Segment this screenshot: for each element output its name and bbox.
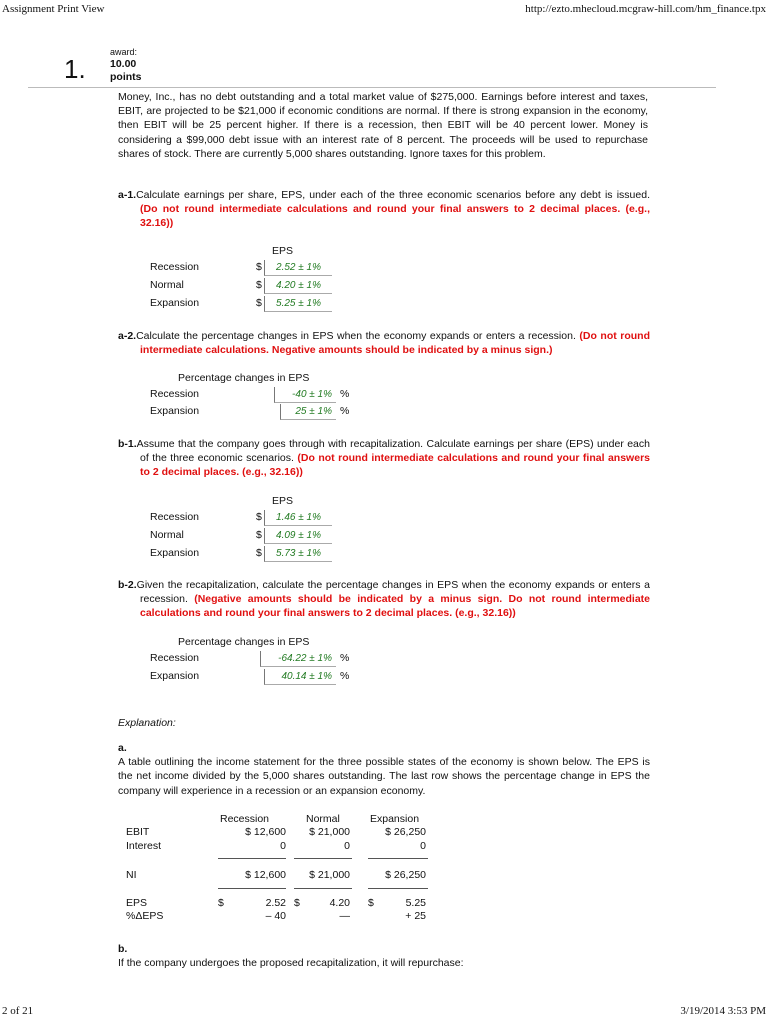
b1-currency: $: [256, 529, 262, 541]
cell-eps-currency: $: [368, 897, 374, 909]
a2-row-label: Recession: [150, 388, 200, 400]
a2-answer-field[interactable]: 25 ± 1%: [280, 404, 336, 420]
b1-row-label: Normal: [150, 529, 184, 541]
rule-total-expansion: [368, 888, 428, 889]
a1-answer-table: [150, 244, 400, 314]
b1-col-header: EPS: [272, 495, 294, 507]
explanation-a-label: a.: [118, 742, 127, 754]
cell-ni-recession: $ 12,600: [245, 869, 286, 881]
part-a1-note: (Do not round intermediate calculations and round your final answers to 2 decimal places. (e.g., 32.16)): [140, 203, 650, 230]
cell-interest-normal: 0: [344, 840, 350, 852]
cell-pct-expansion: + 25: [405, 910, 426, 922]
row-label-eps: EPS: [126, 897, 148, 909]
part-b1-prompt: [118, 437, 650, 480]
print-header-url: http://ezto.mhecloud.mcgraw-hill.com/hm_finance.tpx: [525, 3, 766, 15]
cell-pct-normal: —: [339, 910, 350, 922]
explanation-a-text: A table outlining the income statement for the three possible states of the economy is shown below. The EPS is the net income divided by the 5,000 shares outstanding. The last row shows the percentage change in EPS the company will experience in a recession or an expansion economy.: [118, 756, 650, 797]
b1-row-recession: [150, 510, 400, 527]
b2-answer-field[interactable]: 40.14 ± 1%: [264, 669, 336, 685]
a2-answer-field[interactable]: -40 ± 1%: [274, 387, 336, 403]
b1-currency: $: [256, 511, 262, 523]
b1-row-label: Recession: [150, 511, 200, 523]
b1-currency: $: [256, 547, 262, 559]
award-block: [110, 46, 142, 83]
a2-unit: %: [340, 405, 350, 417]
cell-eps-currency: $: [218, 897, 224, 909]
a2-col-header: Percentage changes in EPS: [178, 372, 310, 384]
a1-row-label: Normal: [150, 279, 184, 291]
cell-ebit-normal: $ 21,000: [309, 826, 350, 838]
b2-row-label: Expansion: [150, 670, 200, 682]
part-a2-note: (Do not round intermediate calculations. Negative amounts should be indicated by a minus sign.): [140, 330, 650, 357]
a2-answer-table: [150, 371, 400, 423]
award-value: 10.00: [110, 58, 137, 71]
cell-pct-recession: – 40: [265, 910, 286, 922]
col-header-normal: Normal: [306, 813, 340, 825]
row-label-ni: NI: [126, 869, 137, 881]
a1-answer-field[interactable]: 4.20 ± 1%: [264, 278, 332, 294]
header-divider: [28, 87, 716, 88]
print-timestamp: 3/19/2014 3:53 PM: [680, 1005, 766, 1017]
print-header: [0, 2, 768, 18]
a2-row-recession: [150, 387, 400, 404]
a2-unit: %: [340, 388, 350, 400]
b1-answer-field[interactable]: 4.09 ± 1%: [264, 528, 332, 544]
award-unit: points: [110, 70, 142, 83]
a1-col-header: EPS: [272, 245, 294, 257]
a1-row-label: Recession: [150, 261, 200, 273]
b1-answer-field[interactable]: 5.73 ± 1%: [264, 546, 332, 562]
income-statement-table: [118, 812, 438, 932]
a1-row-normal: [150, 278, 400, 295]
a1-currency: $: [256, 297, 262, 309]
b1-row-expansion: [150, 546, 400, 563]
part-a2-prompt: [118, 329, 650, 357]
b2-unit: %: [340, 670, 350, 682]
cell-ebit-recession: $ 12,600: [245, 826, 286, 838]
question-number: 1.: [64, 54, 86, 84]
b2-unit: %: [340, 652, 350, 664]
b1-answer-table: [150, 494, 400, 564]
part-b2-number: b-2.: [118, 579, 137, 591]
cell-ni-expansion: $ 26,250: [385, 869, 426, 881]
part-a1-prompt: [118, 188, 650, 231]
a1-row-label: Expansion: [150, 297, 200, 309]
b1-row-label: Expansion: [150, 547, 200, 559]
print-footer: [0, 1004, 768, 1020]
cell-eps-normal: 4.20: [329, 897, 350, 909]
part-b1-note: (Do not round intermediate calculations and round your final answers to 2 decimal places. (e.g., 32.16)): [140, 452, 650, 479]
cell-eps-currency: $: [294, 897, 300, 909]
cell-eps-recession: 2.52: [265, 897, 286, 909]
a1-currency: $: [256, 261, 262, 273]
b1-answer-field[interactable]: 1.46 ± 1%: [264, 510, 332, 526]
part-a2-number: a-2.: [118, 330, 137, 342]
a1-answer-field[interactable]: 5.25 ± 1%: [264, 296, 332, 312]
col-header-expansion: Expansion: [370, 813, 420, 825]
cell-eps-expansion: 5.25: [405, 897, 426, 909]
page-counter: 2 of 21: [2, 1005, 34, 1017]
b2-answer-field[interactable]: -64.22 ± 1%: [260, 651, 336, 667]
rule-total-normal: [294, 888, 352, 889]
a1-row-expansion: [150, 296, 400, 313]
cell-ni-normal: $ 21,000: [309, 869, 350, 881]
b2-row-recession: [150, 651, 400, 668]
explanation-b: [118, 942, 650, 970]
part-b2-text: Given the recapitalization, calculate the percentage changes in EPS when the economy expands or enters a recession.: [136, 579, 650, 606]
part-a2-text: Calculate the percentage changes in EPS when the economy expands or enters a recession.: [136, 330, 576, 342]
a2-row-expansion: [150, 404, 400, 421]
rule-total-recession: [218, 888, 286, 889]
col-header-recession: Recession: [220, 813, 270, 825]
rule-subtotal-normal: [294, 858, 352, 859]
rule-subtotal-expansion: [368, 858, 428, 859]
b2-row-expansion: [150, 669, 400, 686]
explanation-b-text: If the company undergoes the proposed recapitalization, it will repurchase:: [118, 957, 464, 970]
problem-text: Money, Inc., has no debt outstanding and a total market value of $275,000. Earnings before interest and taxes, EBIT, are projected to be $21,000 if economic conditions are normal. If there is strong expansion in the economy, then EBIT will be 25 percent higher. If there is a recession, then EBIT will be 40 percent lower. Money is considering a $99,000 debt issue with an interest rate of 8 percent. The proceeds will be used to repurchase shares of stock. There are currently 5,000 shares outstanding. Ignore taxes for this problem.: [118, 91, 648, 160]
a1-currency: $: [256, 279, 262, 291]
award-label: award:: [110, 47, 138, 57]
rule-subtotal-recession: [218, 858, 286, 859]
part-b1-text: Assume that the company goes through with recapitalization. Calculate earnings per share (EPS) under each of the three economic scenarios.: [136, 438, 650, 465]
row-label-interest: Interest: [126, 840, 162, 852]
b2-answer-table: [150, 635, 400, 687]
b2-row-label: Recession: [150, 652, 200, 664]
cell-interest-recession: 0: [280, 840, 286, 852]
part-b2-prompt: [118, 578, 650, 621]
cell-interest-expansion: 0: [420, 840, 426, 852]
cell-ebit-expansion: $ 26,250: [385, 826, 426, 838]
b1-row-normal: [150, 528, 400, 545]
b2-col-header: Percentage changes in EPS: [178, 636, 310, 648]
a2-row-label: Expansion: [150, 405, 200, 417]
a1-row-recession: [150, 260, 400, 277]
explanation-a: [118, 741, 650, 798]
part-b2-note: (Negative amounts should be indicated by a minus sign. Do not round intermediate calculations and round your final answers to 2 decimal places. (e.g., 32.16)): [140, 593, 651, 620]
print-header-title: Assignment Print View: [2, 3, 105, 15]
row-label-ebit: EBIT: [126, 826, 150, 838]
part-a1-number: a-1.: [118, 189, 137, 201]
part-b1-number: b-1.: [118, 438, 137, 450]
a1-answer-field[interactable]: 2.52 ± 1%: [264, 260, 332, 276]
explanation-title: Explanation:: [118, 717, 176, 729]
part-a1-text: Calculate earnings per share, EPS, under each of the three economic scenarios before any debt is issued.: [136, 189, 650, 201]
explanation-b-label: b.: [118, 943, 128, 955]
row-label-pct-eps: %ΔEPS: [126, 910, 164, 922]
